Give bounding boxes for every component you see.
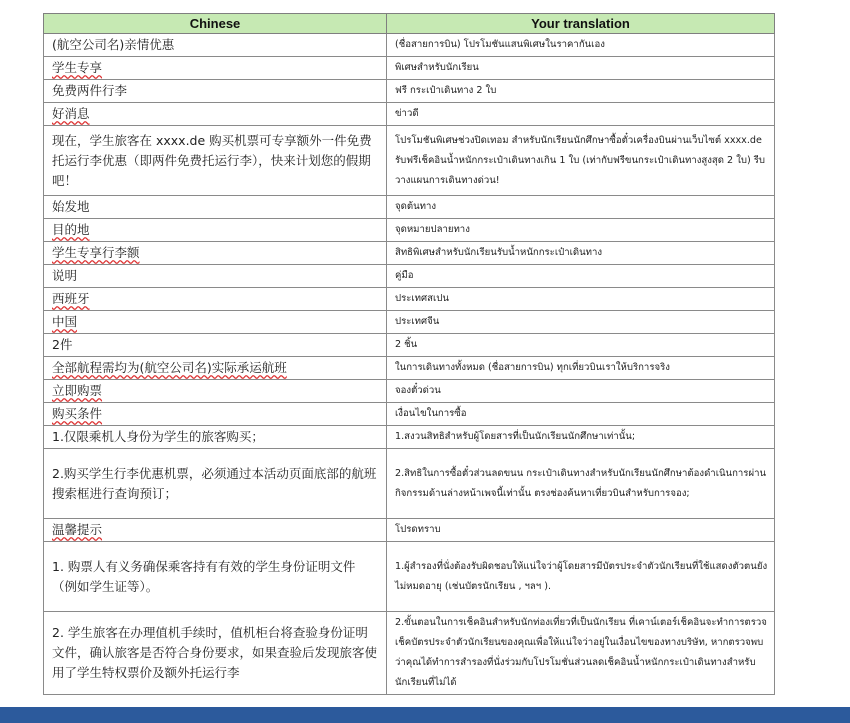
table-row	[44, 57, 775, 80]
table-row	[44, 265, 775, 288]
table-row	[44, 126, 775, 196]
translation-cell[interactable]: สิทธิพิเศษสำหรับนักเรียนรับน้ำหนักกระเป๋าเดินทาง	[387, 242, 775, 265]
chinese-cell[interactable]: 2.购买学生行李优惠机票，必须通过本活动页面底部的航班搜索框进行查询预订；	[44, 449, 387, 519]
translation-cell[interactable]: ในการเดินทางทั้งหมด (ชื่อสายการบิน) ทุกเที่ยวบินเราให้บริการจริง	[387, 357, 775, 380]
translation-cell[interactable]: ฟรี กระเป๋าเดินทาง 2 ใบ	[387, 80, 775, 103]
table-row	[44, 311, 775, 334]
chinese-cell[interactable]: 全部航程需均为(航空公司名)实际承运航班	[44, 357, 387, 380]
chinese-cell[interactable]: 1.仅限乘机人身份为学生的旅客购买；	[44, 426, 387, 449]
table-row	[44, 380, 775, 403]
chinese-cell[interactable]: 2. 学生旅客在办理值机手续时，值机柜台将查验身份证明文件，确认旅客是否符合身份要求，如果查验后发现旅客使用了学生特权票价及额外托运行李	[44, 612, 387, 695]
translation-cell[interactable]: คู่มือ	[387, 265, 775, 288]
translation-cell[interactable]: ประเทศจีน	[387, 311, 775, 334]
table-row	[44, 519, 775, 542]
table-row	[44, 242, 775, 265]
table-row	[44, 403, 775, 426]
chinese-cell[interactable]: 免费两件行李	[44, 80, 387, 103]
translation-cell[interactable]: จุดหมายปลายทาง	[387, 219, 775, 242]
table-row	[44, 426, 775, 449]
table-row	[44, 34, 775, 57]
chinese-cell[interactable]: 购买条件	[44, 403, 387, 426]
table-row	[44, 334, 775, 357]
window-bottom-bar	[0, 707, 850, 723]
table-row	[44, 219, 775, 242]
translation-cell[interactable]: ประเทศสเปน	[387, 288, 775, 311]
translation-cell[interactable]: 1.ผู้สำรองที่นั่งต้องรับผิดชอบให้แน่ใจว่าผู้โดยสารมีบัตรประจำตัวนักเรียนที่ใช้แสดงตัวตนยังไม่หมดอายุ (เช่นบัตรนักเรียน , ฯลฯ ).	[387, 542, 775, 612]
translation-cell[interactable]: 2 ชิ้น	[387, 334, 775, 357]
translation-table	[43, 13, 775, 695]
chinese-cell[interactable]: 西班牙	[44, 288, 387, 311]
header-translation: Your translation	[387, 14, 775, 34]
chinese-cell[interactable]: 中国	[44, 311, 387, 334]
translation-cell[interactable]: จองตั๋วด่วน	[387, 380, 775, 403]
translation-cell[interactable]: เงื่อนไขในการซื้อ	[387, 403, 775, 426]
table-row	[44, 103, 775, 126]
chinese-cell[interactable]: 温馨提示	[44, 519, 387, 542]
chinese-cell[interactable]: 现在，学生旅客在 xxxx.de 购买机票可专享额外一件免费托运行李优惠（即两件免费托运行李），快来计划您的假期吧！	[44, 126, 387, 196]
chinese-cell[interactable]: 2件	[44, 334, 387, 357]
chinese-cell[interactable]: 立即购票	[44, 380, 387, 403]
chinese-cell[interactable]: 学生专享	[44, 57, 387, 80]
table-row	[44, 449, 775, 519]
table-row	[44, 288, 775, 311]
table-row	[44, 80, 775, 103]
translation-cell[interactable]: 2.สิทธิในการซื้อตั๋วส่วนลดขนน กระเป๋าเดินทางสำหรับนักเรียนนักศึกษาต้องดำเนินการผ่านกิจกรรมด้านล่างหน้าเพจนี้เท่านั้น ตรงช่องค้นหาเที่ยวบินสำหรับการจอง;	[387, 449, 775, 519]
translation-cell[interactable]: 2.ขั้นตอนในการเช็คอินสำหรับนักท่องเที่ยวที่เป็นนักเรียน ที่เคาน์เตอร์เช็คอินจะทำการตรวจเช็คบัตรประจำตัวนักเรียนของคุณเพื่อให้แน่ใจว่าอยู่ในเงื่อนไขของทางบริษัท, หากตรวจพบว่าคุณได้ทำการสำรองที่นั่งร่วมกับโปรโมชั่นส่วนลดเช็คอินน้ำหนักกระเป๋าเดินทางสำหรับนักเรียนที่ไม่ได้	[387, 612, 775, 695]
translation-cell[interactable]: โปรดทราบ	[387, 519, 775, 542]
chinese-cell[interactable]: 说明	[44, 265, 387, 288]
header-row	[44, 14, 775, 34]
chinese-cell[interactable]: 始发地	[44, 196, 387, 219]
chinese-cell[interactable]: 1. 购票人有义务确保乘客持有有效的学生身份证明文件（例如学生证等）。	[44, 542, 387, 612]
translation-cell[interactable]: (ชื่อสายการบิน) โปรโมชันแสนพิเศษในราคากันเอง	[387, 34, 775, 57]
translation-sheet	[43, 13, 774, 695]
translation-cell[interactable]: โปรโมชันพิเศษช่วงปิดเทอม สำหรับนักเรียนนักศึกษาซื้อตั๋วเครื่องบินผ่านเว็บไซต์ xxxx.de รับฟรีเช็คอินน้ำหนักกระเป๋าเดินทางเกิน 1 ใบ (เท่ากับฟรีขนกระเป๋าเดินทางสูงสุด 2 ใบ) รีบวางแผนการเดินทางด่วน!	[387, 126, 775, 196]
chinese-cell[interactable]: (航空公司名)亲情优惠	[44, 34, 387, 57]
translation-cell[interactable]: 1.สงวนสิทธิสำหรับผู้โดยสารที่เป็นนักเรียนนักศึกษาเท่านั้น;	[387, 426, 775, 449]
chinese-cell[interactable]: 好消息	[44, 103, 387, 126]
chinese-cell[interactable]: 学生专享行李额	[44, 242, 387, 265]
table-row	[44, 196, 775, 219]
chinese-cell[interactable]: 目的地	[44, 219, 387, 242]
table-row	[44, 357, 775, 380]
translation-cell[interactable]: จุดต้นทาง	[387, 196, 775, 219]
table-row	[44, 542, 775, 612]
translation-cell[interactable]: ข่าวดี	[387, 103, 775, 126]
header-chinese: Chinese	[44, 14, 387, 34]
translation-cell[interactable]: พิเศษสำหรับนักเรียน	[387, 57, 775, 80]
table-row	[44, 612, 775, 695]
